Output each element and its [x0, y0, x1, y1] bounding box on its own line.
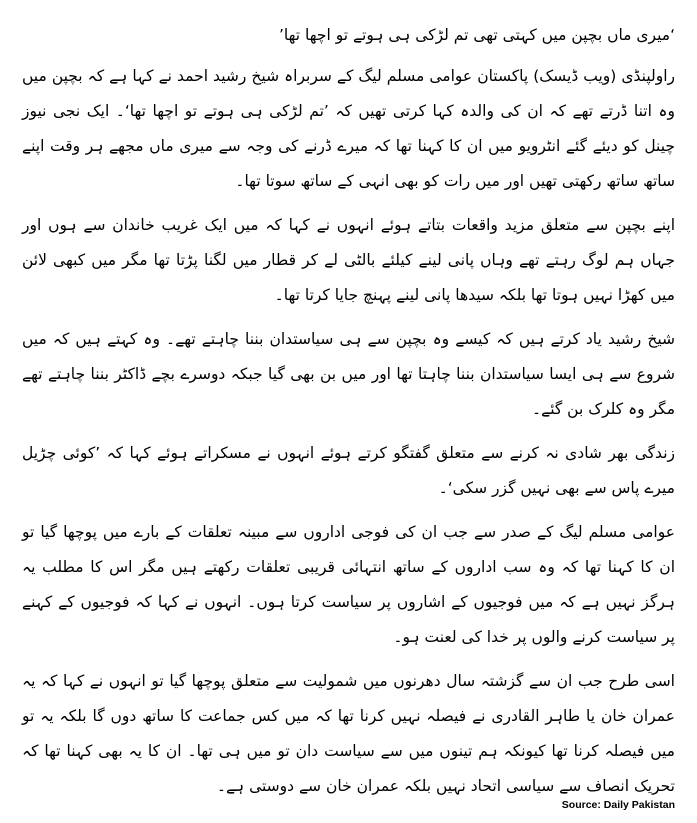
paragraph-marriage: زندگی بھر شادی نہ کرنے سے متعلق گفتگو کرتے ہوئے انہوں نے مسکراتے ہوئے کہا کہ ’کوئی چڑیل میرے پاس سے بھی نہیں گزر سکی‘۔ — [22, 444, 675, 497]
paragraph-military-ties: عوامی مسلم لیگ کے صدر سے جب ان کی فوجی اداروں سے مبینہ تعلقات کے بارے میں پوچھا گیا تو ان کا کہنا تھا کہ وہ سب اداروں کے ساتھ انتہائی قریبی تعلقات رکھتے ہیں مگر اس کا مطلب یہ ہرگز نہیں ہے کہ میں فوجیوں کے اشاروں پر سیاست کرتا ہوں۔ انہوں نے کہا کہ فوجیوں کے کہنے پر سیاست کرنے والوں پر خدا کی لعنت ہو۔ — [22, 523, 675, 646]
paragraph-dharna: اسی طرح جب ان سے گزشتہ سال دھرنوں میں شمولیت سے متعلق پوچھا گیا تو انہوں نے کہا کہ یہ عمران خان یا طاہر القادری نے فیصلہ نہیں کرنا تھا کہ میں کس جماعت کا ساتھ دوں گا بلکہ یہ تو میں فیصلہ کرنا تھا کیونکہ ہم تینوں میں سے سیاست دان تو میں ہی تھا۔ ان کا یہ بھی کہنا تھا کہ تحریک انصاف سے سیاسی اتحاد نہیں بلکہ عمران خان سے دوستی ہے۔ — [22, 672, 675, 795]
article-title: ‘میری ماں بچپن میں کہتی تھی تم لڑکی ہی ہوتے تو اچھا تھا’ — [278, 26, 675, 44]
paragraph-childhood: راولپنڈی (ویب ڈیسک) پاکستان عوامی مسلم لیگ کے سربراہ شیخ رشید احمد نے کہا ہے کہ بچپن میں وہ اتنا ڈرتے تھے کہ ان کی والدہ کہا کرتی تھیں کہ ’تم لڑکی ہی ہوتے تو اچھا تھا‘۔ ایک نجی نیوز چینل کو دیئے گئے انٹرویو میں ان کا کہنا تھا کہ میرے ڈرنے کی وجہ سے میری ماں مجھے ہر وقت اپنے ساتھ ساتھ رکھتی تھیں اور میں رات کو بھی انہی کے ساتھ سوتا تھا۔ — [22, 67, 675, 190]
paragraph-politician-dream: شیخ رشید یاد کرتے ہیں کہ کیسے وہ بچپن سے ہی سیاستدان بننا چاہتے تھے۔ وہ کہتے ہیں کہ میں شروع سے ہی ایسا سیاستدان بننا چاہتا تھا اور میں بن بھی گیا جبکہ دوسرے بچے ڈاکٹر بننا چاہتے تھے مگر وہ کلرک بن گئے۔ — [22, 330, 675, 418]
paragraph-water-queue: اپنے بچپن سے متعلق مزید واقعات بتاتے ہوئے انہوں نے کہا کہ میں ایک غریب خاندان سے ہوں اور جہاں ہم لوگ رہتے تھے وہاں پانی لینے کیلئے بالٹی لے کر قطار میں لگنا پڑتا تھا مگر میں کبھی لائن میں کھڑا نہیں ہوتا تھا بلکہ سیدھا پانی لینے پہنچ جایا کرتا تھا۔ — [22, 216, 675, 304]
source-credit: Source: Daily Pakistan — [561, 799, 675, 811]
